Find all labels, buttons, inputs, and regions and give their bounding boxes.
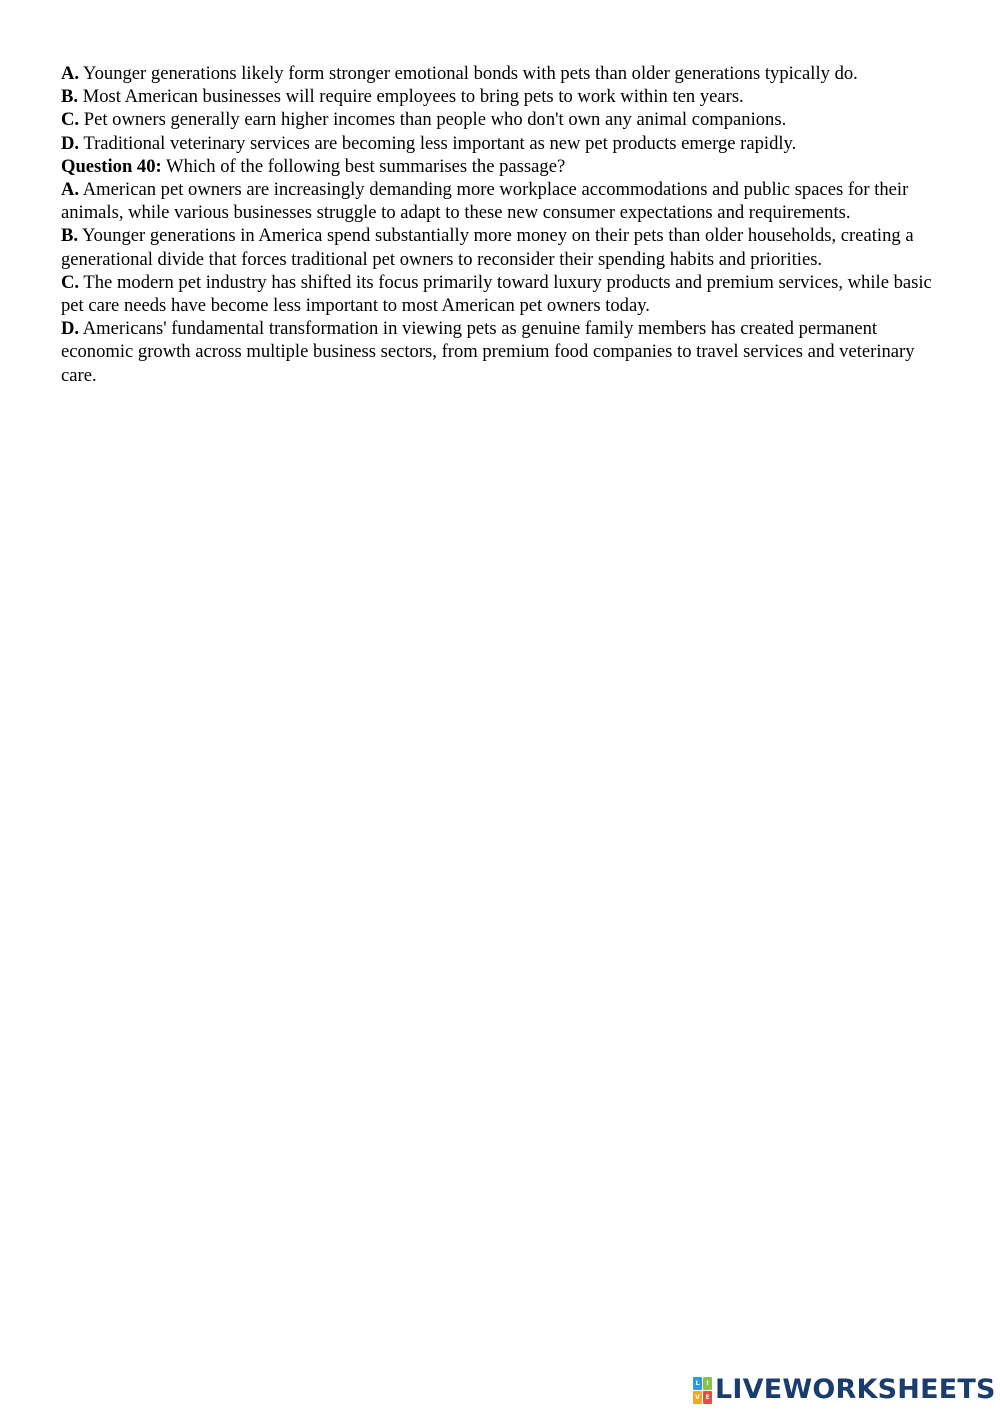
option-letter: C.: [61, 109, 80, 131]
option-d: [61, 132, 946, 155]
option-letter: B.: [61, 86, 79, 108]
logo-tile: I: [703, 1377, 712, 1390]
option-letter: D.: [61, 318, 80, 340]
option-letter: C.: [61, 271, 80, 293]
option-letter: D.: [61, 132, 80, 154]
logo-mark-icon: [693, 1377, 712, 1404]
question-text: Which of the following best summarises the passage?: [166, 155, 566, 177]
option-text: Pet owners generally earn higher incomes than people who don't own any animal companions.: [83, 109, 787, 131]
question-number: Question 40:: [61, 155, 162, 177]
option-text: Americans' fundamental transformation in viewing pets as genuine family members has created permanent economic growth across multiple business sectors, from premium food companies to travel services and veterinary care.: [61, 318, 915, 386]
option-text: American pet owners are increasingly demanding more workplace accommodations and public spaces for their animals, while various businesses struggle to adapt to these new consumer expectations and requirements.: [61, 179, 909, 224]
worksheet-body: [61, 62, 946, 387]
q40-option-d: [61, 317, 946, 387]
q40-option-b: [61, 224, 946, 270]
option-b: [61, 85, 946, 108]
option-text: Traditional veterinary services are becoming less important as new pet products emerge rapidly.: [83, 132, 797, 154]
logo-tile: V: [693, 1391, 702, 1404]
option-text: The modern pet industry has shifted its focus primarily toward luxury products and premium services, while basic pet care needs have become less important to most American pet owners today.: [61, 271, 932, 317]
option-letter: A.: [61, 179, 80, 201]
liveworksheets-logo: [693, 1374, 996, 1406]
option-c: [61, 108, 946, 131]
logo-tile: L: [693, 1377, 702, 1390]
logo-text: LIVEWORKSHEETS: [715, 1374, 996, 1405]
option-letter: A.: [61, 63, 80, 84]
q40-option-c: [61, 271, 946, 317]
option-text: Most American businesses will require employees to bring pets to work within ten years.: [82, 86, 744, 108]
q40-option-a: [61, 178, 946, 224]
option-text: Younger generations likely form stronger emotional bonds with pets than older generations typically do.: [83, 63, 858, 84]
logo-tile: E: [703, 1391, 712, 1404]
option-text: Younger generations in America spend substantially more money on their pets than older households, creating a generational divide that forces traditional pet owners to reconsider their spending habits and priorities.: [61, 225, 914, 270]
option-letter: B.: [61, 225, 79, 247]
option-a: [61, 62, 946, 85]
question-40-prompt: [61, 155, 946, 178]
